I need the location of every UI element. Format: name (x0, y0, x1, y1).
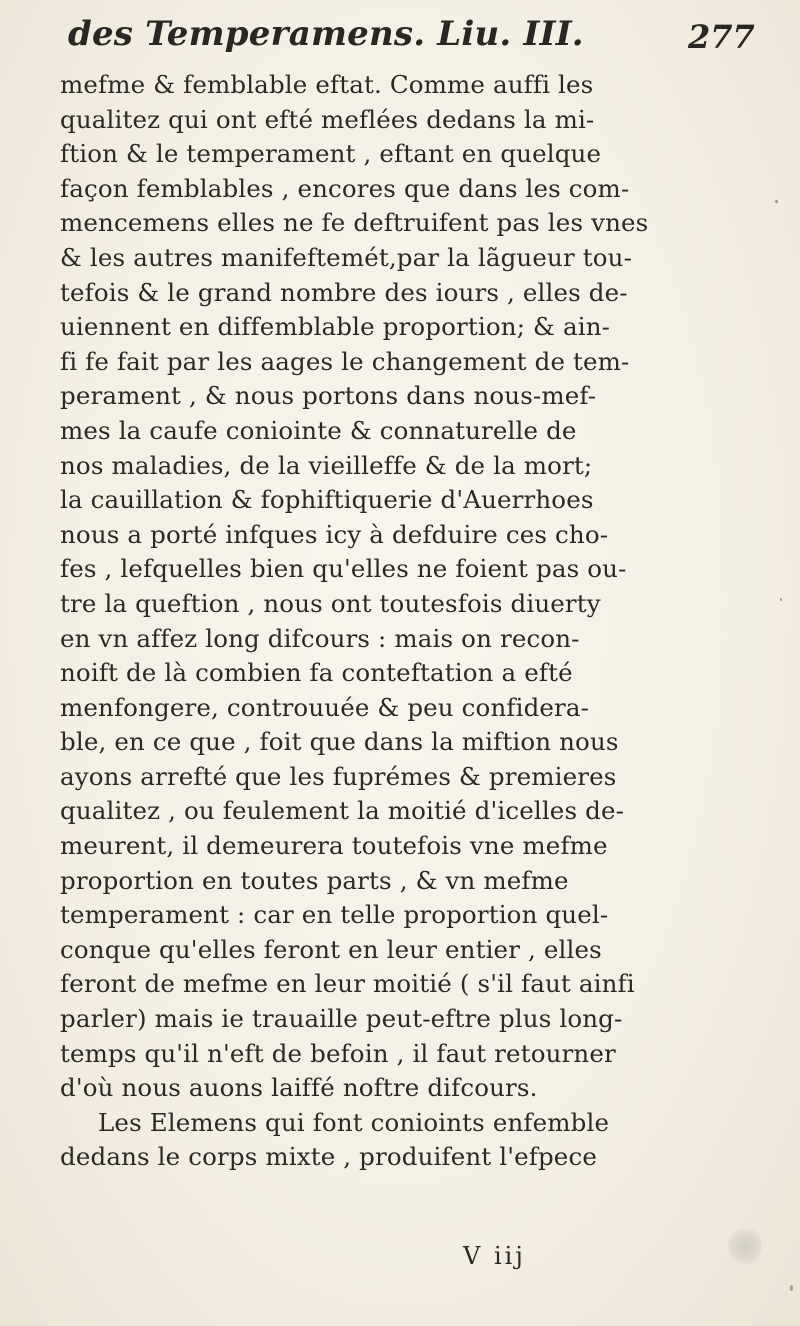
text-line: ftion & le temperament , eftant en quelque (60, 139, 602, 169)
text-line: qualitez , ou feulement la moitié d'icelles de- (60, 796, 625, 826)
body-text (60, 68, 780, 1175)
text-line: nos maladies, de la vieilleffe & de la mort; (60, 450, 593, 480)
paper-stain (728, 1226, 762, 1266)
text-line: tre la queftion , nous ont toutesfois diuerty (60, 588, 601, 618)
text-line: uiennent en diffemblable proportion; & ain- (60, 312, 611, 342)
text-line: la cauillation & fophiftiquerie d'Auerrhoes (60, 485, 594, 515)
text-line: meurent, il demeurera toutefois vne mefme (60, 831, 608, 861)
text-line: menfongere, controuuée & peu confidera- (60, 692, 590, 722)
text-line: temperament : car en telle proportion quel- (60, 900, 609, 930)
text-line: fes , lefquelles bien qu'elles ne foient pas ou- (60, 554, 627, 584)
text-line: mes la caufe coniointe & connaturelle de (60, 415, 577, 445)
text-line: qualitez qui ont efté meflées dedans la mi- (60, 104, 595, 134)
text-line: façon femblables , encores que dans les com- (60, 173, 630, 203)
text-line: d'où nous auons laiffé noftre difcours. (60, 1073, 538, 1103)
paper-speck (775, 200, 778, 203)
text-line: ble, en ce que , foit que dans la miftion nous (60, 727, 619, 757)
text-line: perament , & nous portons dans nous-mef- (60, 381, 597, 411)
paper-speck (780, 598, 782, 601)
text-line: dedans le corps mixte , produifent l'efpece (60, 1142, 597, 1172)
text-line: & les autres manifeftemét,par la lãgueur tou- (60, 242, 632, 272)
paper-speck (790, 1285, 793, 1291)
text-line: mencemens elles ne fe deftruifent pas les vnes (60, 208, 649, 238)
text-line: feront de mefme en leur moitié ( s'il faut ainfi (60, 969, 635, 999)
running-head: des Temperamens. Liu. III. (68, 14, 584, 54)
text-line: fi fe fait par les aages le changement de tem- (60, 346, 630, 376)
text-line: parler) mais ie trauaille peut-eftre plus long- (60, 1004, 623, 1034)
page-number: 277 (688, 18, 755, 56)
signature-mark: V iij (463, 1242, 526, 1270)
text-line: proportion en toutes parts , & vn mefme (60, 865, 569, 895)
paragraph-start-line: Les Elemens qui font conioints enfemble (98, 1107, 610, 1137)
text-line: mefme & femblable eftat. Comme auffi les (60, 70, 594, 99)
text-line: noift de là combien fa conteftation a efté (60, 658, 573, 688)
text-line: conque qu'elles feront en leur entier , elles (60, 934, 602, 964)
text-line: ayons arrefté que les fuprémes & premieres (60, 761, 617, 791)
text-line: tefois & le grand nombre des iours , elles de- (60, 277, 628, 307)
text-line: temps qu'il n'eft de befoin , il faut retourner (60, 1038, 616, 1068)
page-header (68, 14, 768, 64)
text-line: en vn affez long difcours : mais on recon- (60, 623, 580, 653)
text-line: nous a porté infques icy à defduire ces cho- (60, 519, 609, 549)
